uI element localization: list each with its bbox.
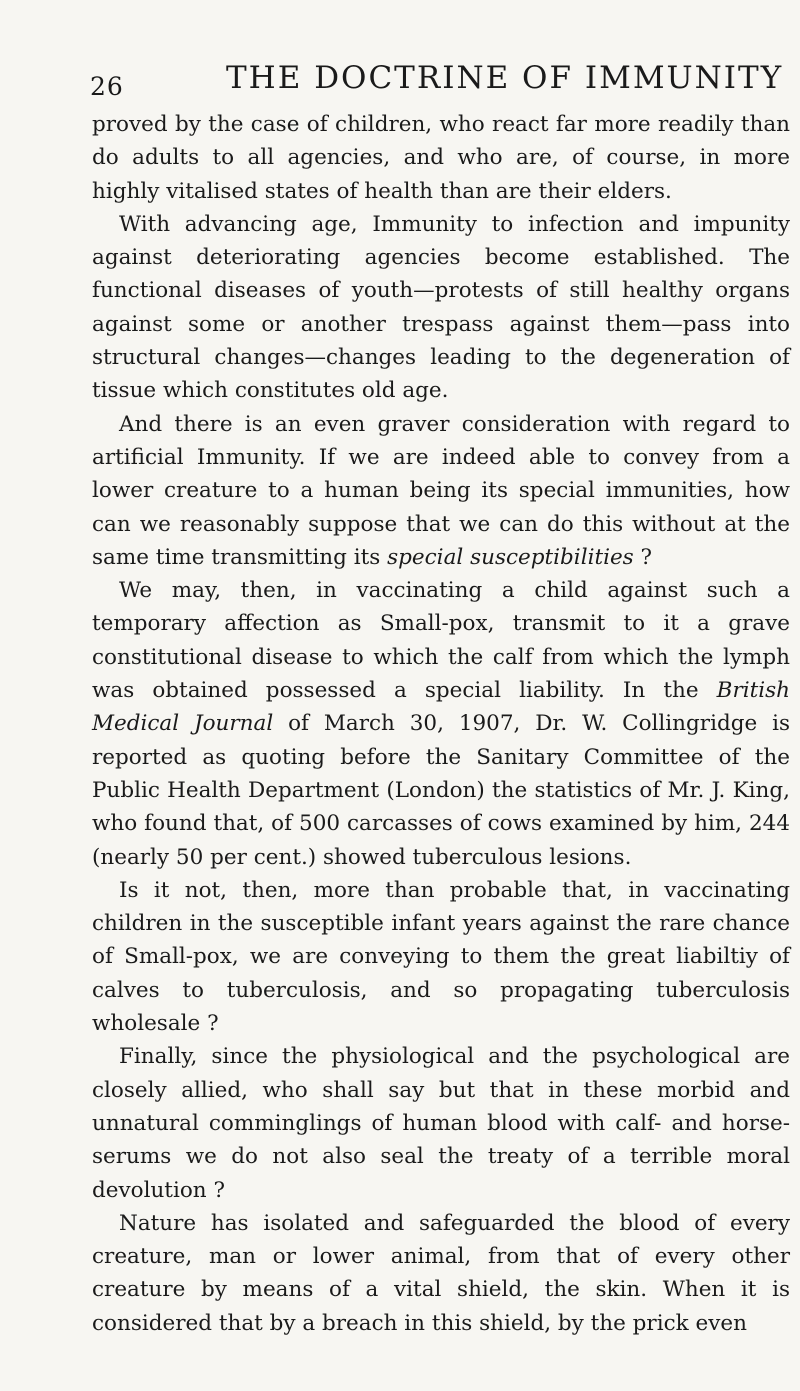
paragraph-moral-devolution: Finally, since the physiological and the psychological are closely allied, who shall say but that in these morbid and unnatural comminglings of human blood with calf- and horse-serums we do not also seal the treaty of a terrible moral devolution ?	[92, 1044, 790, 1203]
paragraph-continuation: proved by the case of children, who react far more readily than do adults to all agencies, and who are, of course, in more highly vitalised states of health than are their elders.	[92, 112, 790, 204]
paragraph-vital-shield: Nature has isolated and safeguarded the blood of every creature, man or lower animal, from that of every other creature by means of a vital shield, the skin. When it is considered that by a breach in this shield, by the prick even	[92, 1210, 790, 1336]
paragraph-text: And there is an even graver consideration with regard to artificial Immunity. If we are indeed able to convey from a lower creature to a human being its special immunities, how can we reasonably suppose that we can do this without at the same time transmitting its	[92, 411, 790, 570]
paragraph-text: ?	[633, 544, 653, 570]
paragraph-advancing-age: With advancing age, Immunity to infection and impunity against deteriorating agencies become established. The functional diseases of youth—protests of still healthy organs against some or another trespass against them—pass into structural changes—changes leading to the degeneration of tissue which constitutes old age.	[92, 211, 790, 404]
page-number: 26	[90, 72, 124, 101]
paragraph-text: of March 30, 1907, Dr. W. Collingridge is reported as quoting before the Sanitary Committee of the Public Health Department (London) the statistics of Mr. J. King, who found that, of 500 carcasses of cows examined by him, 244 (nearly 50 per cent.) showed tuberculous lesions.	[92, 711, 790, 870]
paragraph-tuberculosis: Is it not, then, more than probable that, in vaccinating children in the susceptible infant years against the rare chance of Small-pox, we are conveying to them the great liabiltiy of calves to tuberculosis, and so propagating tuberculosis wholesale ?	[92, 877, 790, 1037]
paragraph-artificial-immunity	[92, 408, 790, 574]
paragraph-vaccinating-child	[92, 574, 790, 874]
paragraph-text: We may, then, in vaccinating a child against such a temporary affection as Small-pox, transmit to it a grave constitutional disease to which the calf from which the lymph was obtained possessed a special liability. In the	[92, 578, 790, 704]
journal-title: British Medical Journal	[92, 678, 790, 737]
body-text	[92, 108, 790, 1340]
italic-phrase: special susceptibilities	[387, 544, 634, 570]
running-head	[90, 60, 784, 101]
running-title: THE DOCTRINE OF IMMUNITY	[226, 60, 784, 96]
